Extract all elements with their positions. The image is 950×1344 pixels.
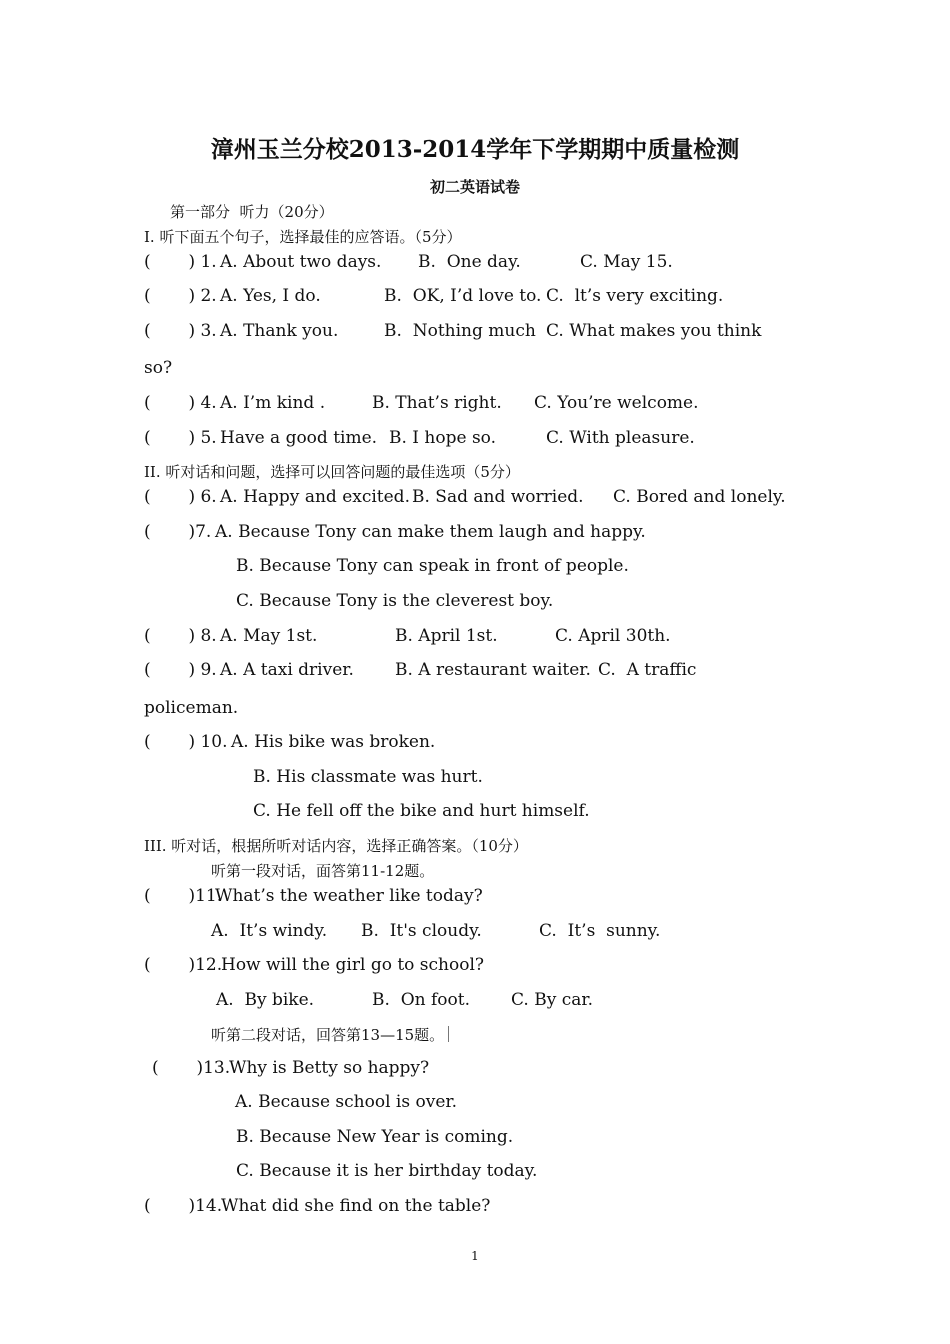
q12-option-a: A. By bike. — [216, 990, 315, 1010]
q5-option-a: Have a good time. — [220, 428, 378, 448]
q4-option-c: C. You’re welcome. — [534, 393, 699, 413]
q13-question: Why is Betty so happy? — [229, 1058, 430, 1078]
q10-option-a: A. His bike was broken. — [231, 732, 436, 752]
q10-number: ( ) 10. — [144, 732, 228, 752]
page-number: 1 — [471, 1249, 479, 1263]
q14-number: ( )14. — [144, 1196, 223, 1216]
q8-option-a: A. May 1st. — [220, 626, 318, 646]
q14-question: What did she find on the table? — [221, 1196, 491, 1216]
q2-option-c: C. lt’s very exciting. — [546, 286, 724, 306]
q12-question: How will the girl go to school? — [221, 955, 485, 975]
q2-option-b: B. OK, I’d love to. — [384, 286, 542, 306]
section3-heading: III. 听对话，根据所听对话内容，选择正确答案。（10分） — [144, 837, 528, 855]
q13-option-a: A. Because school is over. — [235, 1092, 458, 1112]
q6-option-c: C. Bored and lonely. — [613, 487, 786, 507]
q11-question: What’s the weather like today? — [215, 886, 483, 906]
q12-number: ( )12. — [144, 955, 223, 975]
q7-option-a: A. Because Tony can make them laugh and happy. — [215, 522, 646, 542]
text-cursor — [448, 1026, 449, 1042]
section1-heading: I. 听下面五个句子，选择最佳的应答语。（5分） — [144, 228, 462, 246]
q9-number: ( ) 9. — [144, 660, 217, 680]
q7-number: ( )7. — [144, 522, 212, 542]
q10-option-b: B. His classmate was hurt. — [253, 767, 483, 787]
q4-option-a: A. I’m kind . — [220, 393, 326, 413]
exam-title: 漳州玉兰分校2013-2014学年下学期期中质量检测 — [210, 136, 740, 163]
q8-number: ( ) 8. — [144, 626, 217, 646]
q12-option-b: B. On foot. — [372, 990, 470, 1010]
q6-number: ( ) 6. — [144, 487, 217, 507]
q11-option-b: B. It's cloudy. — [361, 921, 482, 941]
q9-option-b: B. A restaurant waiter. — [395, 660, 591, 680]
q6-option-b: B. Sad and worried. — [412, 487, 584, 507]
q4-number: ( ) 4. — [144, 393, 217, 413]
q3-option-b: B. Nothing much — [384, 321, 536, 341]
part1-heading: 第一部分 听力（20分） — [170, 203, 334, 221]
q4-option-b: B. That’s right. — [372, 393, 502, 413]
q13-option-c: C. Because it is her birthday today. — [236, 1161, 538, 1181]
section2-heading: II. 听对话和问题，选择可以回答问题的最佳选项（5分） — [144, 463, 520, 481]
q1-option-b: B. One day. — [418, 252, 521, 272]
q9-option-a: A. A taxi driver. — [220, 660, 354, 680]
q9-option-c: C. A traffic — [598, 660, 697, 680]
q5-option-c: C. With pleasure. — [546, 428, 695, 448]
q5-number: ( ) 5. — [144, 428, 217, 448]
q9-option-c-continued: policeman. — [144, 698, 239, 718]
q3-option-c: C. What makes you think — [546, 321, 762, 341]
dialog2-note-text: 听第二段对话，回答第13—15题。 — [211, 1026, 445, 1044]
q3-number: ( ) 3. — [144, 321, 217, 341]
q1-option-a: A. About two days. — [220, 252, 382, 272]
q1-option-c: C. May 15. — [580, 252, 673, 272]
q12-option-c: C. By car. — [511, 990, 594, 1010]
q10-option-c: C. He fell off the bike and hurt himself. — [253, 801, 590, 821]
q11-option-a: A. It’s windy. — [211, 921, 328, 941]
q7-option-b: B. Because Tony can speak in front of people. — [236, 556, 629, 576]
q8-option-b: B. April 1st. — [395, 626, 498, 646]
q7-option-c: C. Because Tony is the cleverest boy. — [236, 591, 554, 611]
q11-number: ( )11. — [144, 886, 223, 906]
q2-option-a: A. Yes, I do. — [220, 286, 321, 306]
q3-option-c-continued: so? — [144, 358, 173, 378]
dialog1-note: 听第一段对话，面答第11-12题。 — [211, 862, 435, 880]
q8-option-c: C. April 30th. — [555, 626, 671, 646]
dialog2-note — [211, 1024, 449, 1046]
exam-subtitle: 初二英语试卷 — [429, 178, 520, 196]
q5-option-b: B. I hope so. — [389, 428, 497, 448]
q1-number: ( ) 1. — [144, 252, 217, 272]
q2-number: ( ) 2. — [144, 286, 217, 306]
q3-option-a: A. Thank you. — [220, 321, 339, 341]
q6-option-a: A. Happy and excited. — [220, 487, 410, 507]
q13-number: ( )13. — [152, 1058, 231, 1078]
q11-option-c: C. It’s sunny. — [539, 921, 661, 941]
q13-option-b: B. Because New Year is coming. — [236, 1127, 514, 1147]
